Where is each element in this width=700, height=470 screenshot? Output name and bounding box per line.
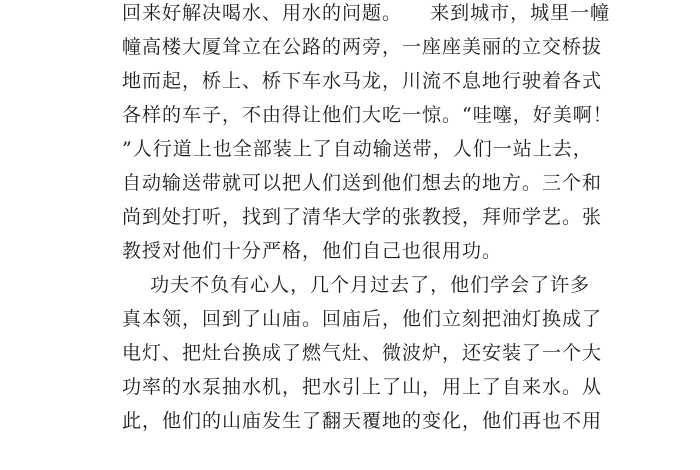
text-line: 功夫不负有心人，几个月过去了，他们学会了许多 [122,274,591,296]
text-line: 自动输送带就可以把人们送到他们想去的地方。三个和 [122,172,603,194]
text-line: 尚到处打听，找到了清华大学的张教授，拜师学艺。张 [122,206,603,228]
text-line: 真本领，回到了山庙。回庙后，他们立刻把油灯换成了 [122,308,603,330]
text-line: ”人行道上也全部装上了自动输送带，人们一站上去， [122,138,593,160]
text-line: 电灯、把灶台换成了燃气灶、微波炉，还安装了一个大 [122,342,603,364]
text-line: 此，他们的山庙发生了翻天覆地的变化，他们再也不用 [122,410,603,432]
text-line: 功率的水泵抽水机，把水引上了山，用上了自来水。从 [122,376,603,398]
text-line: 回来好解决喝水、用水的问题。 来到城市，城里一幢 [122,2,611,24]
text-line: 各样的车子，不由得让他们大吃一惊。“哇噻，好美啊！ [122,104,613,126]
text-line: 教授对他们十分严格，他们自己也很用功。 [122,240,503,262]
text-line: 幢高楼大厦耸立在公路的两旁，一座座美丽的立交桥拔 [122,36,603,58]
text-line: 地而起，桥上、桥下车水马龙，川流不息地行驶着各式 [122,70,603,92]
